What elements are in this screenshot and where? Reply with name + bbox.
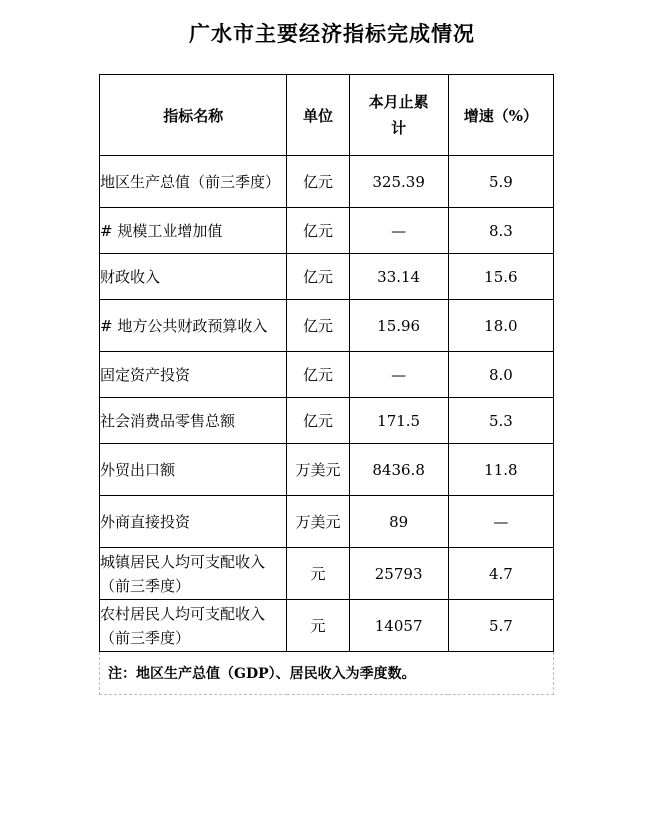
row-name: 财政收入 <box>100 254 287 300</box>
table-row <box>100 254 554 300</box>
row-unit: 亿元 <box>287 156 349 208</box>
row-rate: 11.8 <box>448 444 553 496</box>
row-name: 外贸出口额 <box>100 444 287 496</box>
row-rate: 8.0 <box>448 352 553 398</box>
row-unit: 元 <box>287 600 349 652</box>
row-name: 社会消费品零售总额 <box>100 398 287 444</box>
row-unit: 亿元 <box>287 300 349 352</box>
row-value: 25793 <box>349 548 448 600</box>
row-rate: 4.7 <box>448 548 553 600</box>
table-row <box>100 444 554 496</box>
header-name: 指标名称 <box>100 75 287 156</box>
header-unit: 单位 <box>287 75 349 156</box>
row-value: — <box>349 352 448 398</box>
row-value: 8436.8 <box>349 444 448 496</box>
table-row <box>100 600 554 652</box>
page-title: 广水市主要经济指标完成情况 <box>189 21 475 46</box>
table-row <box>100 398 554 444</box>
row-name: 农村居民人均可支配收入（前三季度） <box>100 600 287 652</box>
row-unit: 万美元 <box>287 496 349 548</box>
table-row <box>100 300 554 352</box>
row-unit: 亿元 <box>287 208 349 254</box>
row-value: — <box>349 208 448 254</box>
row-value: 89 <box>349 496 448 548</box>
row-unit: 万美元 <box>287 444 349 496</box>
row-rate: 5.3 <box>448 398 553 444</box>
table-row <box>100 352 554 398</box>
row-rate: 5.9 <box>448 156 553 208</box>
row-name: # 地方公共财政预算收入 <box>100 300 287 352</box>
table-row <box>100 496 554 548</box>
row-value: 33.14 <box>349 254 448 300</box>
header-rate: 增速（%） <box>448 75 553 156</box>
row-value: 14057 <box>349 600 448 652</box>
row-unit: 亿元 <box>287 398 349 444</box>
row-rate: 15.6 <box>448 254 553 300</box>
row-rate: — <box>448 496 553 548</box>
header-value: 本月止累计 <box>349 75 448 156</box>
row-name: 外商直接投资 <box>100 496 287 548</box>
row-name: 地区生产总值（前三季度） <box>100 156 287 208</box>
table-row <box>100 208 554 254</box>
row-unit: 亿元 <box>287 254 349 300</box>
table-row <box>100 156 554 208</box>
row-rate: 18.0 <box>448 300 553 352</box>
row-name: 城镇居民人均可支配收入（前三季度） <box>100 548 287 600</box>
table-note: 注：地区生产总值（GDP）、居民收入为季度数。 <box>100 652 554 695</box>
table-note-row <box>100 652 554 695</box>
table-row <box>100 548 554 600</box>
row-name: 固定资产投资 <box>100 352 287 398</box>
row-unit: 亿元 <box>287 352 349 398</box>
indicator-table <box>99 74 554 695</box>
row-unit: 元 <box>287 548 349 600</box>
row-name: # 规模工业增加值 <box>100 208 287 254</box>
row-value: 171.5 <box>349 398 448 444</box>
row-rate: 5.7 <box>448 600 553 652</box>
row-rate: 8.3 <box>448 208 553 254</box>
row-value: 325.39 <box>349 156 448 208</box>
row-value: 15.96 <box>349 300 448 352</box>
table-header-row <box>100 75 554 156</box>
